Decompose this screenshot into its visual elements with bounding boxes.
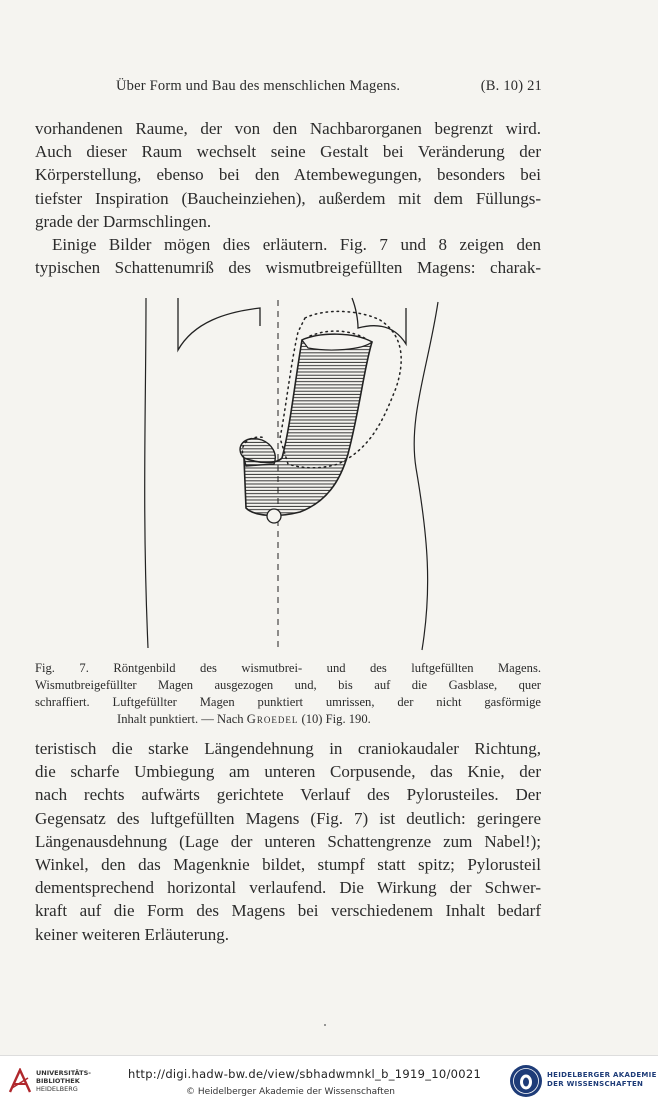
- caption-line-last: [35, 711, 541, 728]
- text-line: keiner weiteren Erläuterung.: [35, 924, 229, 944]
- text-line: die scharfe Umbiegung am unteren Corpusende, das Knie, der: [35, 762, 541, 782]
- caption-author: Groedel: [246, 712, 299, 726]
- caption-suffix: (10) Fig. 190.: [301, 712, 371, 726]
- text-line: nach rechts aufwärts gerichtete Verlauf des Pylorusteiles. Der: [35, 785, 541, 805]
- text-line: teristisch die starke Längendehnung in craniokaudaler Richtung,: [35, 739, 541, 758]
- copyright-notice: © Heidelberger Akademie der Wissenschaften: [186, 1087, 395, 1097]
- text-line: grade der Darmschlingen.: [35, 211, 212, 231]
- text-line: typischen Schattenumriß des wismutbreigefüllten Magens: charak-: [35, 258, 541, 278]
- university-library-name: UNIVERSITÄTS- BIBLIOTHEK HEIDELBERG: [36, 1069, 91, 1093]
- bismuth-filled-stomach: [244, 334, 372, 515]
- body-outline-right: [414, 302, 438, 650]
- paragraph-top: [35, 117, 541, 279]
- caption-prefix: Inhalt punktiert. — Nach: [117, 712, 244, 726]
- page-reference: (B. 10) 21: [480, 78, 542, 94]
- text-line: tiefster Inspiration (Baucheinziehen), außerdem mit dem Füllungs-: [35, 188, 541, 208]
- caption-line: Fig. 7. Röntgenbild des wismutbrei- und des luftgefüllten Magens.: [35, 661, 541, 675]
- text-line: Längenausdehnung (Lage der unteren Schattengrenze zum Nabel!);: [35, 831, 541, 851]
- academy-name: HEIDELBERGER AKADEMIE DER WISSENSCHAFTEN: [547, 1071, 657, 1088]
- text-line: Winkel, den das Magenknie bildet, stumpf statt spitz; Pylorusteil: [35, 855, 541, 875]
- academy-seal-icon: [508, 1063, 544, 1099]
- navel: [267, 509, 281, 523]
- text-line: vorhandenen Raume, der von den Nachbarorganen begrenzt wird.: [35, 119, 541, 138]
- text-line: Einige Bilder mögen dies erläutern. Fig. 7 und 8 zeigen den: [52, 235, 541, 255]
- body-outline-left: [145, 298, 148, 648]
- diaphragm-left: [178, 298, 260, 350]
- running-title: Über Form und Bau des menschlichen Magens.: [116, 78, 401, 94]
- caption-line: schraffiert. Luftgefüllter Magen punktiert umrissen, der nicht gasförmige: [35, 695, 541, 709]
- caption-line: Wismutbreigefüllter Magen ausgezogen und, bis auf die Gasblase, quer: [35, 678, 541, 692]
- text-line: kraft auf die Form des Magens bei verschiedenem Inhalt bedarf: [35, 901, 541, 921]
- text-line: Auch dieser Raum wechselt seine Gestalt bei Veränderung der: [35, 142, 541, 162]
- university-library-logo-icon: [8, 1068, 32, 1094]
- figure-7-stomach-xray-drawing: [140, 288, 440, 658]
- viewer-footer: [0, 1055, 658, 1104]
- text-line: Körperstellung, ebenso bei den Atembewegungen, besonders bei: [35, 165, 541, 185]
- text-line: dementsprechend horizontal verlaufend. Die Wirkung der Schwer-: [35, 878, 541, 898]
- page-speck: [324, 1024, 326, 1026]
- text-line: Gegensatz des luftgefüllten Magens (Fig. 7) ist deutlich: geringere: [35, 808, 541, 828]
- paragraph-bottom: [35, 737, 541, 946]
- permalink-url[interactable]: http://digi.hadw-bw.de/view/sbhadwmnkl_b_1919_10/0021: [128, 1067, 482, 1081]
- figure-caption: [35, 660, 541, 728]
